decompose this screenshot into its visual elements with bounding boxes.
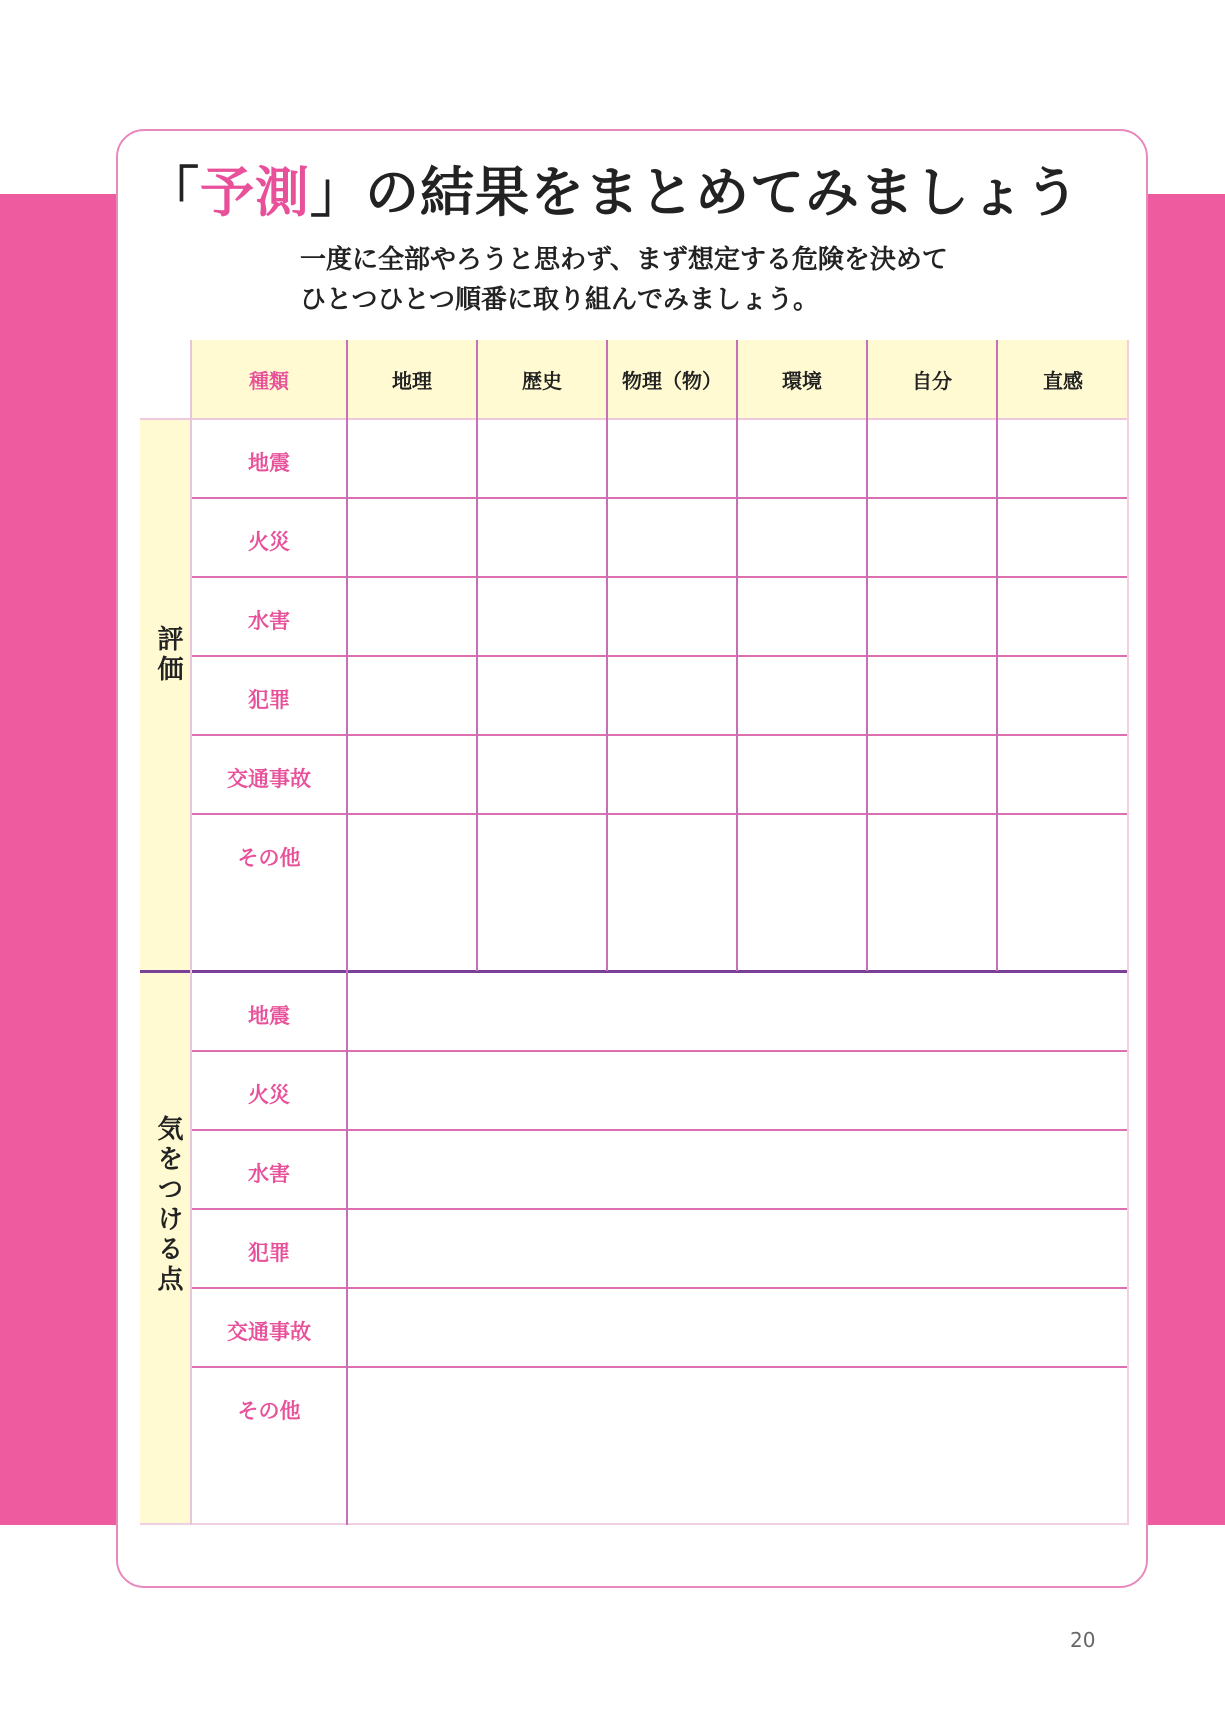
title-accent: 予測 <box>200 161 310 224</box>
instructions-line-1: 一度に全部やろうと思わず、まず想定する危険を決めて <box>300 245 948 275</box>
grid-line <box>191 813 1129 815</box>
grid-line <box>996 340 998 971</box>
grid-line <box>736 340 738 971</box>
grid-line <box>346 340 348 1525</box>
section-label-caution: 気をつける点 <box>153 1115 183 1295</box>
grid-line <box>1127 340 1129 1525</box>
column-header-kankyo: 環境 <box>782 369 822 393</box>
row-label-other: その他 <box>237 846 301 870</box>
grid-line <box>191 655 1129 657</box>
grid-line <box>476 340 478 971</box>
grid-line <box>190 340 192 1525</box>
row-label-fire: 火災 <box>248 1083 290 1107</box>
column-header-butsuri: 物理（物） <box>622 369 722 393</box>
section-label-column-evaluation <box>140 419 191 972</box>
grid-line <box>866 340 868 971</box>
section-divider <box>140 970 1129 973</box>
section-label-evaluation: 評価 <box>153 625 183 685</box>
column-header-chokkan: 直感 <box>1043 369 1083 393</box>
row-label-flood: 水害 <box>248 1162 290 1186</box>
grid-line <box>191 1366 1129 1368</box>
page-title <box>0 150 1225 227</box>
title-rest: 」の結果をまとめてみましょう <box>310 161 1080 224</box>
title-open-bracket: 「 <box>145 161 200 224</box>
summary-table <box>140 340 1129 1525</box>
page-number: 20 <box>1070 1628 1096 1652</box>
grid-line <box>191 1208 1129 1210</box>
instructions-line-2: ひとつひとつ順番に取り組んでみましょう。 <box>300 285 819 315</box>
grid-line <box>140 418 1129 420</box>
row-label-other: その他 <box>237 1399 301 1423</box>
grid-line <box>191 734 1129 736</box>
row-label-flood: 水害 <box>248 609 290 633</box>
grid-line <box>191 497 1129 499</box>
row-label-traffic-accident: 交通事故 <box>227 767 311 791</box>
header-corner-label: 種類 <box>249 369 289 393</box>
grid-line <box>606 340 608 971</box>
instructions <box>300 240 1120 320</box>
grid-line <box>191 1287 1129 1289</box>
grid-line <box>191 1129 1129 1131</box>
row-label-crime: 犯罪 <box>248 688 290 712</box>
row-label-traffic-accident: 交通事故 <box>227 1320 311 1344</box>
row-label-earthquake: 地震 <box>248 1004 290 1028</box>
column-header-jibun: 自分 <box>912 369 952 393</box>
row-label-earthquake: 地震 <box>248 451 290 475</box>
grid-line <box>191 1050 1129 1052</box>
row-label-crime: 犯罪 <box>248 1241 290 1265</box>
column-header-rekishi: 歴史 <box>522 369 562 393</box>
grid-line <box>140 1523 1129 1525</box>
row-label-fire: 火災 <box>248 530 290 554</box>
grid-line <box>191 576 1129 578</box>
column-header-chiri: 地理 <box>392 369 432 393</box>
